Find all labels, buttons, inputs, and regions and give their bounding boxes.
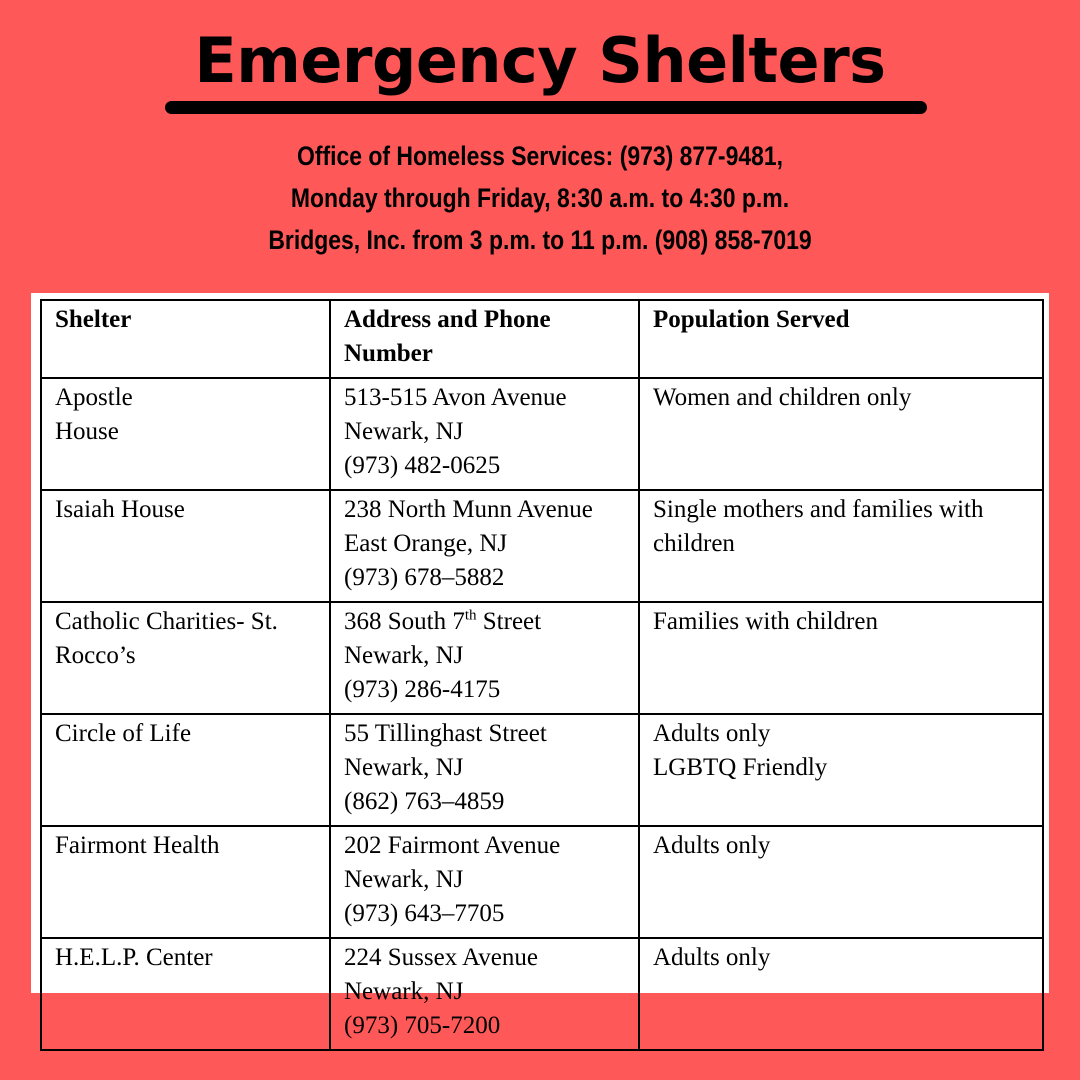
population-line: Adults only: [653, 720, 771, 747]
shelter-name: [41, 714, 330, 826]
ordinal-suffix: th: [464, 607, 477, 624]
shelter-address: [330, 938, 639, 1050]
shelter-address: [330, 826, 639, 938]
phone-number: (973) 643–7705: [344, 900, 505, 927]
phone-number: (973) 482-0625: [344, 452, 501, 479]
shelter-name: [41, 826, 330, 938]
population-line: Adults only: [653, 944, 771, 971]
population-served: [639, 378, 1043, 490]
shelter-table-panel: [31, 293, 1049, 1039]
phone-number: (973) 286-4175: [344, 676, 501, 703]
shelter-name-text: Circle of Life: [55, 720, 192, 747]
column-header-address: Address and Phone Number: [330, 300, 639, 378]
population-line: LGBTQ Friendly: [653, 754, 828, 781]
table-row: [41, 378, 1043, 490]
shelter-name: [41, 490, 330, 602]
city: Newark, NJ: [344, 866, 464, 893]
population-served: [639, 826, 1043, 938]
street-address: 513-515 Avon Avenue: [344, 384, 567, 411]
population-line: Women and children only: [653, 384, 912, 411]
shelter-name-text: Apostle House: [55, 384, 133, 445]
shelter-address: [330, 714, 639, 826]
table-row: [41, 826, 1043, 938]
phone-number: (862) 763–4859: [344, 788, 505, 815]
contact-line-bridges: Bridges, Inc. from 3 p.m. to 11 p.m. (908) 858-7019: [268, 225, 812, 255]
phone-number: (973) 678–5882: [344, 564, 505, 591]
shelter-name: [41, 602, 330, 714]
city: Newark, NJ: [344, 642, 464, 669]
column-header-shelter: Shelter: [41, 300, 330, 378]
table-row: [41, 490, 1043, 602]
shelter-table: [40, 299, 1044, 1051]
street-address: 224 Sussex Avenue: [344, 944, 538, 971]
population-line: Families with children: [653, 608, 878, 635]
population-served: [639, 490, 1043, 602]
street-address: 55 Tillinghast Street: [344, 720, 547, 747]
city: Newark, NJ: [344, 978, 464, 1005]
street-address: [344, 605, 630, 639]
shelter-name: [41, 378, 330, 490]
shelter-address: [330, 378, 639, 490]
contact-line-homeless-services: Office of Homeless Services: (973) 877-9481,: [296, 141, 784, 171]
shelter-name-text: Catholic Charities- St. Rocco’s: [55, 608, 278, 669]
phone-number: (973) 705-7200: [344, 1012, 501, 1039]
contact-line-hours: Monday through Friday, 8:30 a.m. to 4:30 p.m.: [290, 183, 790, 213]
table-row: [41, 938, 1043, 1050]
city: Newark, NJ: [344, 418, 464, 445]
street-address-number: 368 South 7: [344, 608, 465, 635]
table-header-row: [41, 300, 1043, 378]
shelter-address: [330, 602, 639, 714]
shelter-name-text: Fairmont Health: [55, 832, 220, 859]
street-address: 238 North Munn Avenue: [344, 496, 593, 523]
table-row: [41, 714, 1043, 826]
population-line: Adults only: [653, 832, 771, 859]
column-header-population: Population Served: [639, 300, 1043, 378]
population-served: [639, 602, 1043, 714]
population-served: [639, 938, 1043, 1050]
population-line: Single mothers and families with children: [653, 496, 984, 557]
shelter-name-text: H.E.L.P. Center: [55, 944, 213, 971]
city: East Orange, NJ: [344, 530, 508, 557]
street-address-name: Street: [476, 608, 542, 635]
city: Newark, NJ: [344, 754, 464, 781]
table-row: [41, 602, 1043, 714]
contact-info: [0, 135, 1080, 261]
population-served: [639, 714, 1043, 826]
shelter-name: [41, 938, 330, 1050]
title-underline: [165, 101, 927, 114]
page-title: Emergency Shelters: [194, 24, 886, 97]
shelter-name-text: Isaiah House: [55, 496, 185, 523]
shelter-address: [330, 490, 639, 602]
street-address: 202 Fairmont Avenue: [344, 832, 561, 859]
